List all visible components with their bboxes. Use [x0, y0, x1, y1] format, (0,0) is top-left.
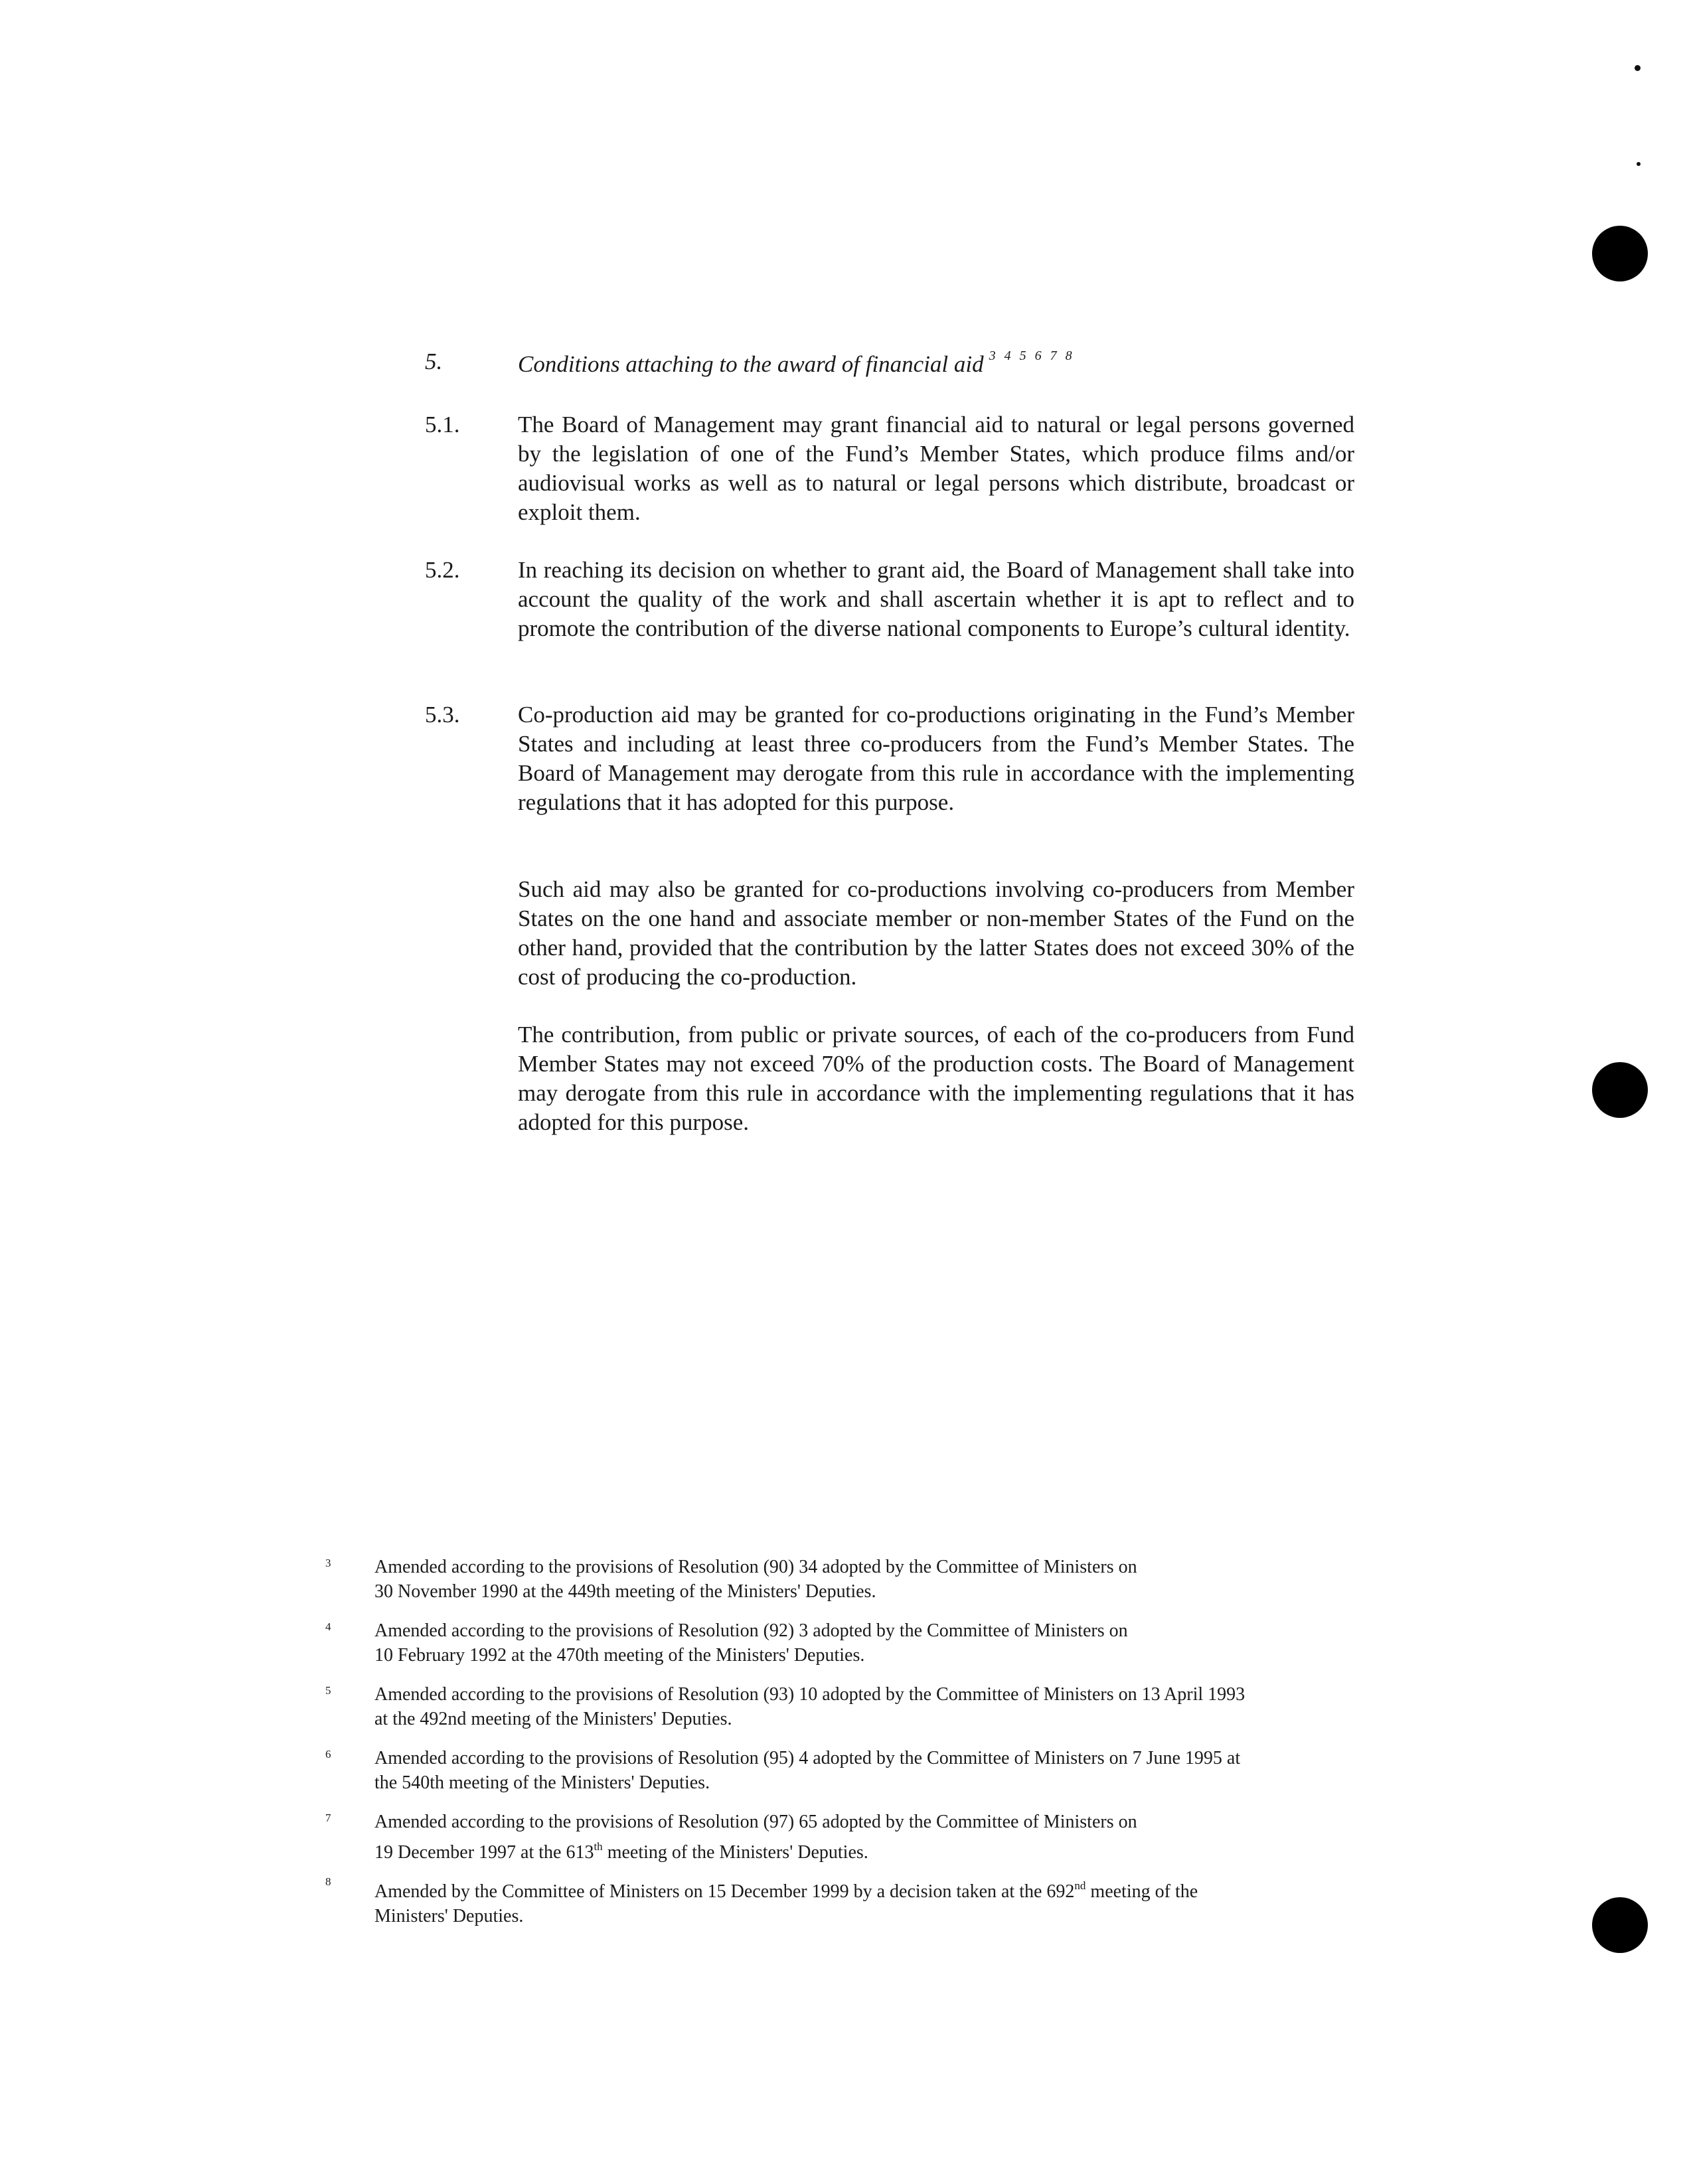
- footnote-fragment: 19 December 1997 at the 613: [374, 1842, 594, 1863]
- footnote-fragment: meeting of the Ministers' Deputies.: [602, 1842, 868, 1863]
- footnote-line: 30 November 1990 at the 449th meeting of the Ministers' Deputies.: [374, 1581, 876, 1602]
- footnote-line: at the 492nd meeting of the Ministers' Deputies.: [374, 1709, 732, 1729]
- section-title-line: [518, 349, 1075, 378]
- footnote-line: Amended according to the provisions of Resolution (92) 3 adopted by the Committee of Ministers on: [374, 1620, 1128, 1641]
- scan-speck: [1637, 162, 1641, 166]
- footnote-mark: 8: [325, 1875, 331, 1888]
- punch-hole: [1592, 1062, 1648, 1118]
- footnote-line: [374, 1834, 1361, 1865]
- paragraph-number: 5.2.: [425, 557, 460, 583]
- footnote-mark: 5: [325, 1684, 331, 1697]
- paragraph-5-3-continued: [425, 1020, 1354, 1137]
- paragraph-5-2: [425, 556, 1354, 643]
- footnote-refs: 3 4 5 6 7 8: [989, 349, 1075, 363]
- footnote-6: [325, 1746, 1361, 1795]
- paragraph-text: The contribution, from public or private sources, of each of the co-producers from Fund Member States may not exceed 70% of the production costs. The Board of Management may derogate from this rule in accordance with the implementing regulations that it has adopted for this purpose.: [518, 1022, 1354, 1135]
- paragraph-5-3: [425, 700, 1354, 817]
- ordinal-suffix: th: [594, 1840, 603, 1853]
- footnote-mark: 7: [325, 1812, 331, 1824]
- paragraph-text: Such aid may also be granted for co-productions involving co-producers from Member States on the one hand and associate member or non-member States of the Fund on the other hand, provided that the contribution by the latter States does not exceed 30% of the cost of producing the co-production.: [518, 876, 1354, 990]
- footnote-fragment: Amended by the Committee of Ministers on 15 December 1999 by a decision taken at the 692: [374, 1881, 1075, 1902]
- punch-hole: [1592, 1897, 1648, 1953]
- paragraph-text: Co-production aid may be granted for co-productions originating in the Fund’s Member States and including at least three co-producers from the Fund’s Member States. The Board of Management may derogate from this rule in accordance with the implementing regulations that it has adopted for this purpose.: [518, 702, 1354, 815]
- footnote-line: 10 February 1992 at the 470th meeting of the Ministers' Deputies.: [374, 1645, 865, 1666]
- footnote-7: [325, 1810, 1361, 1865]
- footnote-5: [325, 1682, 1361, 1731]
- footnote-text: [374, 1618, 1361, 1668]
- section-title: Conditions attaching to the award of financial aid: [518, 351, 984, 377]
- footnote-line: [374, 1873, 1361, 1904]
- footnote-mark: 4: [325, 1620, 331, 1633]
- footnote-mark: 3: [325, 1557, 331, 1569]
- paragraph-number: 5.1.: [425, 412, 460, 437]
- footnote-text: [374, 1555, 1361, 1604]
- footnote-8: [325, 1873, 1361, 1928]
- punch-hole: [1592, 226, 1648, 281]
- footnote-text: [374, 1810, 1361, 1865]
- footnote-text: [374, 1682, 1361, 1731]
- footnote-line: Amended according to the provisions of Resolution (90) 34 adopted by the Committee of Ministers on: [374, 1557, 1137, 1577]
- footnote-fragment: meeting of the: [1086, 1881, 1198, 1902]
- footnote-line: Amended according to the provisions of Resolution (97) 65 adopted by the Committee of Ministers on: [374, 1812, 1137, 1832]
- footnote-4: [325, 1618, 1361, 1668]
- section-number: 5.: [425, 349, 443, 374]
- footnote-text: [374, 1873, 1361, 1928]
- footnote-line: the 540th meeting of the Ministers' Deputies.: [374, 1772, 710, 1793]
- footnote-line: Amended according to the provisions of Resolution (93) 10 adopted by the Committee of Ministers on 13 April 1993: [374, 1684, 1246, 1705]
- paragraph-text: The Board of Management may grant financial aid to natural or legal persons governed by the legislation of one of the Fund’s Member States, which produce films and/or audiovisual works as well as to natural or legal persons which distribute, broadcast or exploit them.: [518, 412, 1354, 525]
- footnote-mark: 6: [325, 1748, 331, 1760]
- footnote-text: [374, 1746, 1361, 1795]
- paragraph-5-1: [425, 410, 1354, 527]
- ordinal-suffix: nd: [1074, 1879, 1086, 1892]
- paragraph-5-3-continued: [425, 875, 1354, 992]
- scan-speck: [1635, 65, 1641, 71]
- paragraph-number: 5.3.: [425, 702, 460, 728]
- footnote-3: [325, 1555, 1361, 1604]
- footnote-line: Amended according to the provisions of Resolution (95) 4 adopted by the Committee of Ministers on 7 June 1995 at: [374, 1748, 1241, 1768]
- footnote-line: Ministers' Deputies.: [374, 1906, 524, 1926]
- paragraph-text: In reaching its decision on whether to grant aid, the Board of Management shall take into account the quality of the work and shall ascertain whether it is apt to reflect and to promote the contribution of the diverse national components to Europe’s cultural identity.: [518, 557, 1354, 641]
